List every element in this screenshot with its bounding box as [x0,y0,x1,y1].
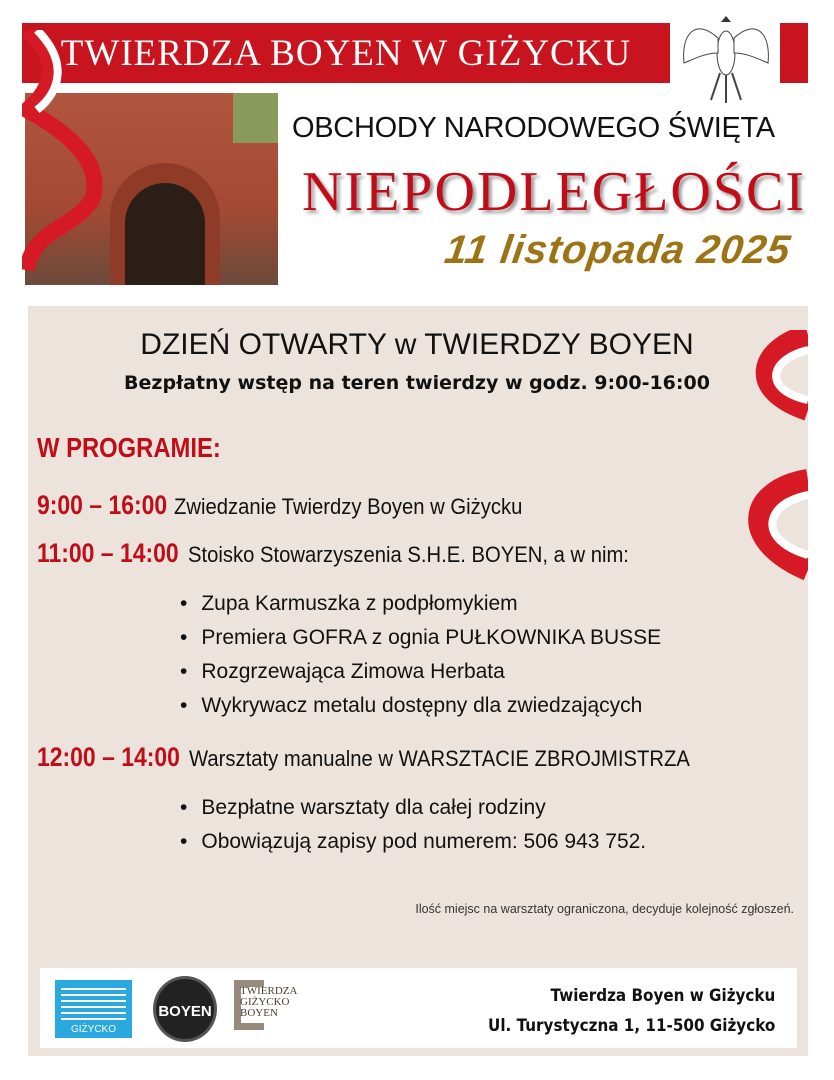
footer [40,968,797,1048]
polish-eagle-emblem-icon [676,8,776,108]
flag-ribbon-icon [728,330,808,600]
list-item: • Bezpłatne warsztaty dla całej rodziny [180,791,646,825]
banner-segment [780,23,808,83]
program-label: W PROGRAMIE: [37,432,221,463]
program-item: 11:00 – 14:00 Stoisko Stowarzyszenia S.H.E. BOYEN, a w nim: [37,538,629,568]
program-item: 12:00 – 14:00 Warsztaty manualne w WARSZTACIE ZBROJMISTRZA [37,742,691,772]
header-banner: TWIERDZA BOYEN W GIŻYCKU [22,23,670,83]
open-day-heading: DZIEŃ OTWARTY w TWIERDZY BOYEN [140,328,694,361]
twierdza-boyen-logo: TWIERDZA GIŻYCKO BOYEN [236,986,326,1019]
subtitle: OBCHODY NARODOWEGO ŚWIĘTA [292,112,775,144]
list-item: • Rozgrzewająca Zimowa Herbata [180,655,661,689]
event-date: 11 listopada 2025 [441,228,794,272]
bullet-list [180,587,661,723]
list-item: • Wykrywacz metalu dostępny dla zwiedzających [180,689,661,723]
gizycko-logo: GIŻYCKO [55,980,132,1038]
flag-ribbon-icon [22,30,112,280]
program-item: 9:00 – 16:00 Zwiedzanie Twierdzy Boyen w Giżycku [37,490,523,520]
bullet-list [180,791,646,859]
free-entry-text: Bezpłatny wstęp na teren twierdzy w godz. 9:00-16:00 [124,372,710,394]
title: NIEPODLEGŁOŚCI [302,161,806,223]
list-item: • Obowiązują zapisy pod numerem: 506 943 752. [180,825,646,859]
boyen-logo: BOYEN [153,976,217,1042]
list-item: • Premiera GOFRA z ognia PUŁKOWNIKA BUSSE [180,621,661,655]
contact-address: Twierdza Boyen w Giżycku Ul. Turystyczna 1, 11-500 Giżycko [487,986,775,1035]
list-item: • Zupa Karmuszka z podpłomykiem [180,587,661,621]
workshop-note: Ilość miejsc na warsztaty ograniczona, decyduje kolejność zgłoszeń. [415,902,794,916]
